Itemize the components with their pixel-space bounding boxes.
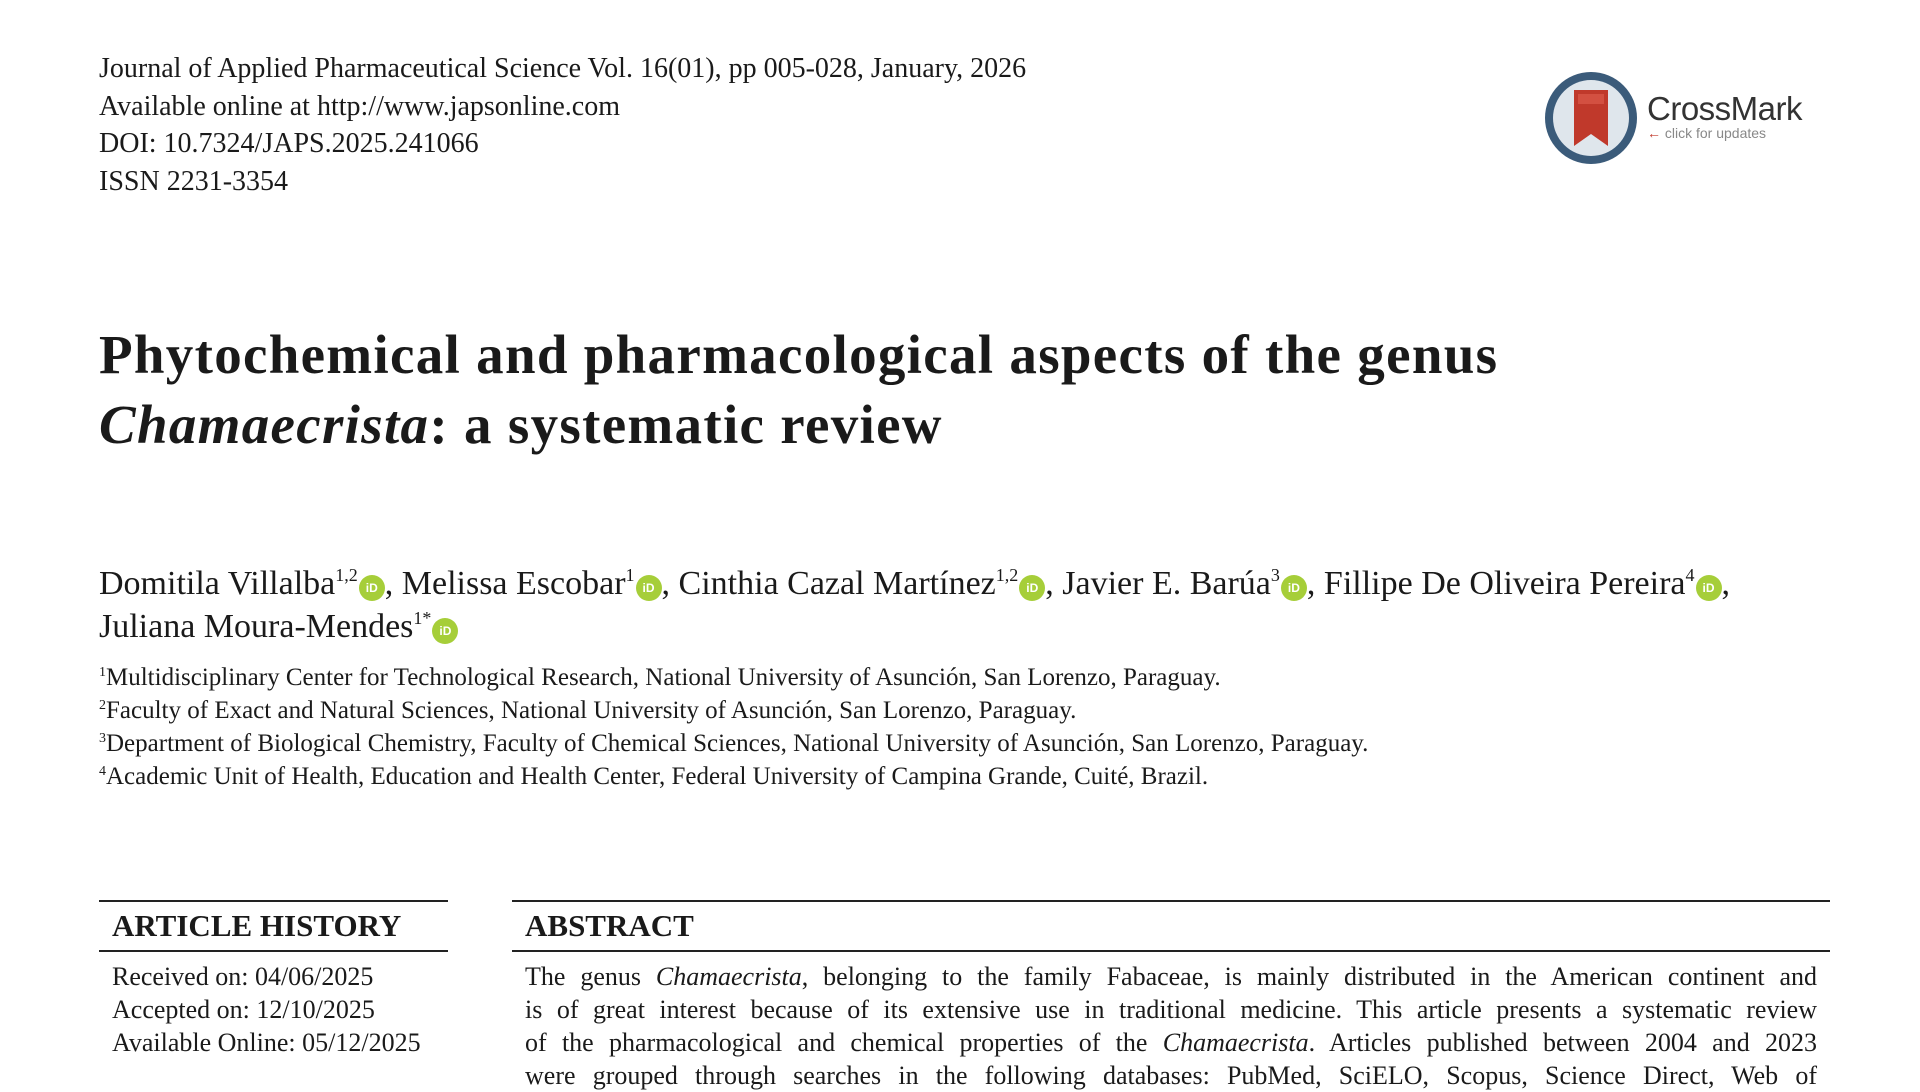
author-affil-sup: 1* bbox=[413, 608, 432, 628]
affiliation-text: Multidisciplinary Center for Technological Research, National University of Asunción, San Lorenzo, Paraguay. bbox=[106, 664, 1221, 691]
arrow-left-icon: ← bbox=[1647, 125, 1661, 141]
title-line-1: Phytochemical and pharmacological aspects of the genus bbox=[99, 324, 1499, 385]
author-name: Juliana Moura-Mendes bbox=[99, 608, 414, 645]
author-name: Cinthia Cazal Martínez bbox=[678, 565, 996, 602]
author-name: Domitila Villalba bbox=[99, 565, 336, 602]
issn-line: ISSN 2231-3354 bbox=[99, 165, 289, 197]
article-history-heading: ARTICLE HISTORY bbox=[99, 902, 448, 952]
online-date: Available Online: 05/12/2025 bbox=[112, 1028, 421, 1057]
abstract-genus: Chamaecrista bbox=[1162, 1028, 1309, 1057]
author-affil-sup: 1 bbox=[625, 565, 635, 585]
crossmark-sublabel-text: click for updates bbox=[1664, 125, 1767, 141]
abstract-text: of the pharmacological and chemical properties of the bbox=[525, 1028, 1163, 1057]
journal-url-line[interactable]: Available online at http://www.japsonline.com bbox=[99, 90, 620, 122]
article-history-box bbox=[99, 900, 448, 1059]
crossmark-label: CrossMark bbox=[1647, 90, 1803, 127]
abstract-line: is of great interest because of its extensive use in traditional medicine. This article presents a systematic review bbox=[525, 995, 1817, 1024]
abstract-text: . Articles published between 2004 and 2023 bbox=[1308, 1028, 1817, 1057]
article-title bbox=[99, 320, 1498, 460]
accepted-date: Accepted on: 12/10/2025 bbox=[112, 995, 375, 1024]
crossmark-sublabel bbox=[1647, 125, 1766, 141]
title-rest: : a systematic review bbox=[429, 394, 943, 455]
orcid-icon[interactable]: iD bbox=[359, 575, 385, 601]
title-genus: Chamaecrista bbox=[99, 394, 430, 455]
affiliation-text: Faculty of Exact and Natural Sciences, National University of Asunción, San Lorenzo, Paraguay. bbox=[106, 697, 1077, 724]
affiliation-item bbox=[99, 727, 1368, 760]
journal-citation: Journal of Applied Pharmaceutical Science Vol. 16(01), pp 005-028, January, 2026 bbox=[99, 53, 1027, 84]
abstract-line bbox=[525, 960, 1817, 993]
orcid-icon[interactable]: iD bbox=[1019, 575, 1045, 601]
orcid-icon[interactable]: iD bbox=[1281, 575, 1307, 601]
abstract-body bbox=[512, 952, 1830, 1092]
affiliation-item bbox=[99, 694, 1368, 727]
abstract-text: The genus bbox=[525, 962, 656, 991]
abstract-genus: Chamaecrista bbox=[655, 962, 802, 991]
abstract-heading: ABSTRACT bbox=[512, 902, 1830, 952]
author-affil-sup: 4 bbox=[1685, 565, 1695, 585]
affiliation-item bbox=[99, 760, 1368, 793]
title-line-2 bbox=[99, 390, 1498, 460]
author-name: Fillipe De Oliveira Pereira bbox=[1323, 565, 1686, 602]
author-line-1: Domitila Villalba$^{1,2}$iD , Melissa Escobar$^1$iD , Cinthia Cazal Martínez$^{1,2}$iD , Javier E. Barúa$^3$iD , Fillipe De Oliveira Pereira$^4$iD , bbox=[99, 565, 1731, 602]
affiliation-num: 1 bbox=[99, 665, 106, 680]
received-date: Received on: 04/06/2025 bbox=[112, 962, 374, 991]
abstract-box bbox=[512, 900, 1830, 1092]
affiliation-list bbox=[99, 661, 1368, 793]
journal-header bbox=[99, 50, 1026, 200]
abstract-text: , belonging to the family Fabaceae, is mainly distributed in the American continent and bbox=[801, 962, 1817, 991]
affiliation-text: Academic Unit of Health, Education and Health Center, Federal University of Campina Grande, Cuité, Brazil. bbox=[106, 763, 1209, 790]
abstract-line bbox=[525, 1026, 1817, 1059]
author-list bbox=[99, 562, 1730, 648]
affiliation-num: 2 bbox=[99, 698, 106, 713]
crossmark-badge[interactable] bbox=[1543, 70, 1803, 170]
crossmark-icon bbox=[1543, 70, 1639, 166]
article-history-body bbox=[99, 952, 448, 1059]
orcid-icon[interactable]: iD bbox=[1696, 575, 1722, 601]
orcid-icon[interactable]: iD bbox=[432, 618, 458, 644]
author-affil-sup: 1,2 bbox=[995, 565, 1019, 585]
author-affil-sup: 3 bbox=[1270, 565, 1280, 585]
affiliation-num: 3 bbox=[99, 731, 106, 746]
abstract-line: were grouped through searches in the following databases: PubMed, SciELO, Scopus, Science Direct, Web of bbox=[525, 1061, 1817, 1090]
affiliation-item bbox=[99, 661, 1368, 694]
affiliation-num: 4 bbox=[99, 764, 106, 779]
orcid-icon[interactable]: iD bbox=[636, 575, 662, 601]
affiliation-text: Department of Biological Chemistry, Faculty of Chemical Sciences, National University of Asunción, San Lorenzo, Paraguay. bbox=[106, 730, 1369, 757]
author-name: Javier E. Barúa bbox=[1062, 565, 1271, 602]
doi-line[interactable]: DOI: 10.7324/JAPS.2025.241066 bbox=[99, 128, 479, 159]
author-line-2 bbox=[99, 605, 1730, 648]
author-name: Melissa Escobar bbox=[401, 565, 626, 602]
author-affil-sup: 1,2 bbox=[335, 565, 358, 585]
